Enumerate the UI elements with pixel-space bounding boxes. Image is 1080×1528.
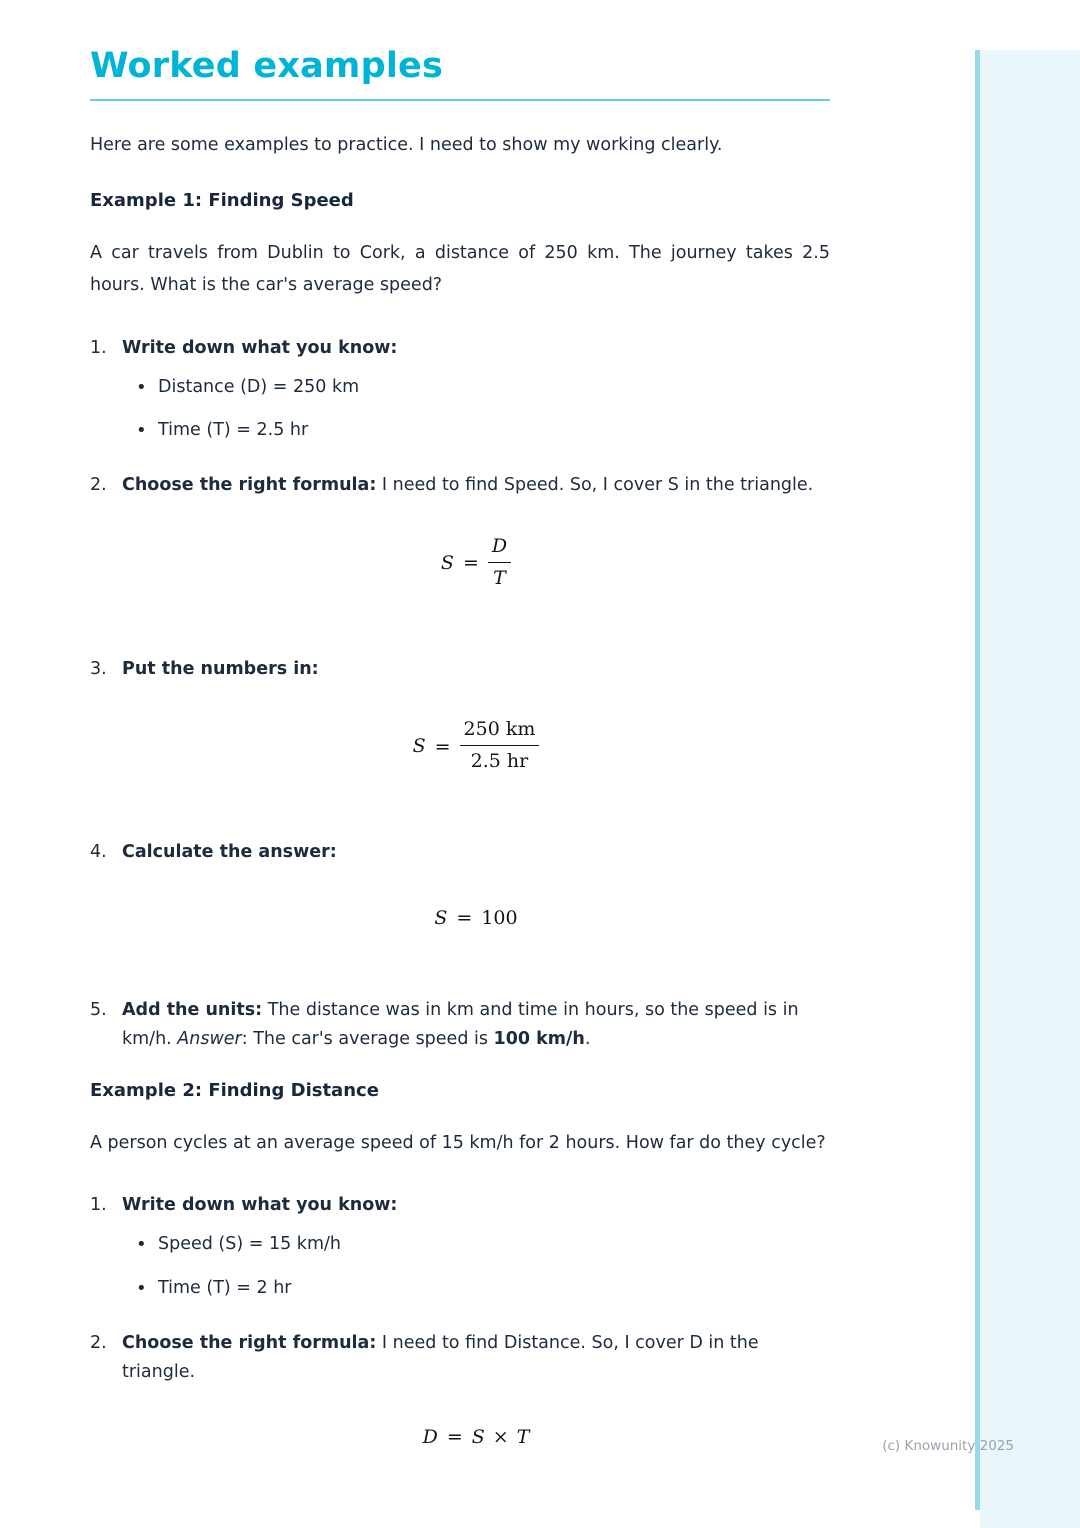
formula-lhs: S: [434, 906, 448, 929]
step-label: Write down what you know:: [122, 1195, 398, 1216]
bullet-item: • Time (T) = 2 hr: [134, 1274, 830, 1303]
fraction-denominator: T: [493, 566, 506, 589]
step-item: [90, 838, 830, 970]
formula-var-t: T: [516, 1426, 530, 1449]
step-body: [122, 655, 830, 812]
step-text: : The car's average speed is: [241, 1028, 494, 1049]
formula-result: [122, 903, 830, 934]
step-item: [90, 1191, 830, 1303]
step-label: Write down what you know:: [122, 337, 398, 358]
example1-heading: Example 1: Finding Speed: [90, 189, 354, 211]
step-label: Calculate the answer:: [122, 841, 337, 862]
formula-rhs: 100: [481, 906, 518, 929]
example2-problem: A person cycles at an average speed of 15 km/h for 2 hours. How far do they cycle?: [90, 1132, 826, 1153]
step-body: [122, 471, 830, 628]
step-number: 1.: [90, 1195, 107, 1216]
step-text: .: [584, 1028, 591, 1049]
step-label: Choose the right formula:: [122, 475, 377, 496]
formula-lhs: D: [422, 1426, 438, 1449]
bullet-list: [122, 1230, 830, 1303]
step-item: [90, 655, 830, 812]
bullet-item: • Time (T) = 2.5 hr: [134, 416, 830, 445]
fraction: [488, 534, 511, 590]
page-title: Worked examples: [90, 46, 443, 86]
fraction-numerator: D: [488, 534, 511, 563]
step-body: [122, 334, 830, 446]
step-number: 2.: [90, 475, 107, 496]
step-text: The distance was in km and time in hours, so the speed is in km/h.: [122, 999, 799, 1049]
formula-d-equals-s-times-t: [122, 1422, 830, 1453]
example1-problem: A car travels from Dublin to Cork, a distance of 250 km. The journey takes 2.5 hours. What is the car's average speed?: [90, 242, 830, 296]
fraction: [460, 717, 540, 773]
times-sign: ×: [492, 1426, 509, 1449]
step-number: 1.: [90, 337, 107, 358]
step-label: Choose the right formula:: [122, 1332, 377, 1353]
step-body: [122, 1191, 830, 1303]
step-item: [90, 996, 830, 1054]
answer-value: 100 km/h: [493, 1028, 585, 1049]
fraction-denominator: 2.5 hr: [470, 750, 529, 773]
step-number: 4.: [90, 841, 107, 862]
formula-lhs: S: [440, 552, 454, 575]
equals-sign: =: [456, 906, 473, 929]
formula-substituted-values: [122, 719, 830, 775]
step-label: Add the units:: [122, 999, 263, 1020]
step-item: [90, 471, 830, 628]
page-content: [90, 46, 830, 1516]
bullet-item: • Distance (D) = 250 km: [134, 373, 830, 402]
formula-s-equals-d-over-t: [122, 536, 830, 592]
bullet-list: [122, 373, 830, 446]
formula-lhs: S: [412, 735, 426, 758]
step-body: [122, 1329, 830, 1490]
right-accent-band: [980, 50, 1080, 1528]
example2-heading: Example 2: Finding Distance: [90, 1079, 379, 1101]
copyright-footer: (c) Knowunity 2025: [882, 1438, 1014, 1454]
bullet-item: • Speed (S) = 15 km/h: [134, 1230, 830, 1259]
title-underline: [90, 99, 830, 101]
step-number: 5.: [90, 999, 107, 1020]
step-body: [122, 838, 830, 970]
step-label: Put the numbers in:: [122, 658, 319, 679]
step-number: 2.: [90, 1332, 107, 1353]
example2-steps: [90, 1191, 830, 1490]
step-text: I need to find Speed. So, I cover S in the triangle.: [376, 475, 814, 496]
step-body: [122, 996, 830, 1054]
formula-var-s: S: [471, 1426, 485, 1449]
step-text: I need to find Distance. So, I cover D in the triangle.: [122, 1332, 759, 1382]
example1-steps: [90, 334, 830, 1054]
answer-word: Answer: [177, 1028, 242, 1049]
fraction-numerator: 250 km: [460, 717, 540, 746]
equals-sign: =: [462, 552, 479, 575]
step-number: 3.: [90, 658, 107, 679]
step-item: [90, 334, 830, 446]
equals-sign: =: [446, 1426, 463, 1449]
step-item: [90, 1329, 830, 1490]
intro-text: Here are some examples to practice. I need to show my working clearly.: [90, 135, 723, 155]
equals-sign: =: [434, 735, 451, 758]
right-accent-line: [975, 50, 980, 1510]
